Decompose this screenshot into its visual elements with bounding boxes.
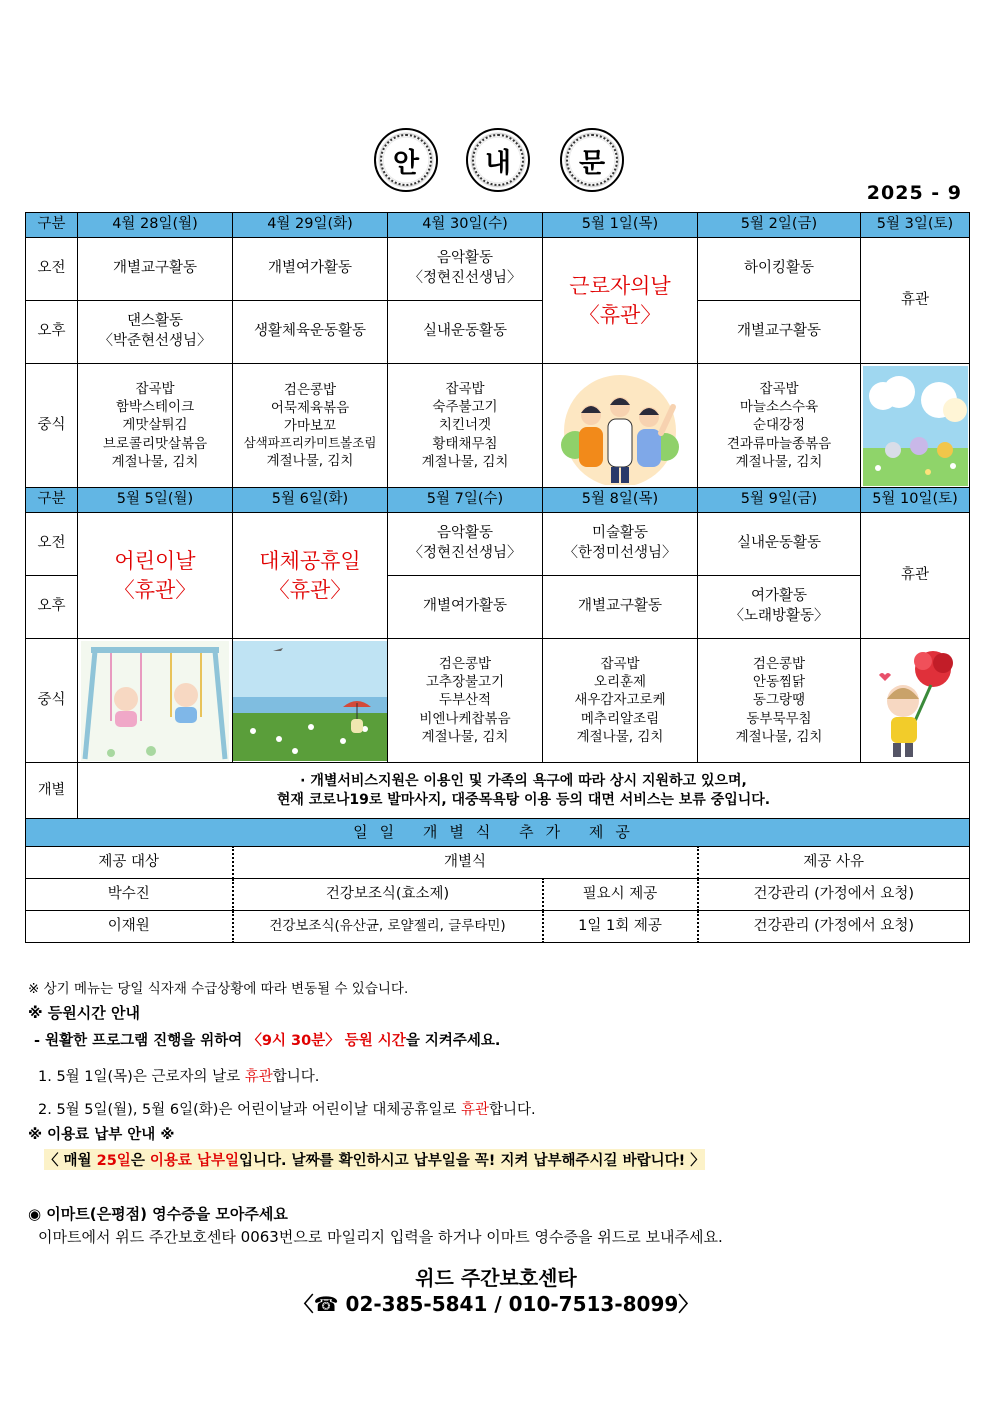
activity-cell: 개별여가활동 [388, 576, 543, 639]
menu-change-note: ※ 상기 메뉴는 당일 식자재 수급상황에 따라 변동될 수 있습니다. [28, 981, 409, 997]
header-cell: 구분 [26, 213, 78, 238]
meal-cell: 잡곡밥 마늘소스수육 순대강정 견과류마늘종볶음 계절나물, 김치 [698, 364, 861, 488]
emart-instruction: 이마트에서 위드 주간보호센타 0063번으로 마일리지 입력을 하거나 이마트 영수증을 위드로 보내주세요. [38, 1228, 723, 1246]
extra-cell-reason: 건강관리 (가정에서 요청) [698, 879, 970, 911]
header-cell: 5월 5일(월) [78, 488, 233, 513]
extra-meal-title: 일일 개별식 추가 제공 [26, 819, 970, 847]
extra-cell-frequency: 필요시 제공 [543, 879, 698, 911]
field-clouds-illustration [861, 364, 970, 488]
activity-cell: 댄스활동 〈박준현선생님〉 [78, 301, 233, 364]
extra-header-meal: 개별식 [233, 847, 698, 879]
row-label-pm: 오후 [26, 301, 78, 364]
header-cell: 구분 [26, 488, 78, 513]
arrival-title: ※ 등원시간 안내 [28, 1004, 140, 1022]
extra-cell-frequency: 1일 1회 제공 [543, 911, 698, 943]
row-label-meal: 중식 [26, 364, 78, 488]
fee-title: ※ 이용료 납부 안내 ※ [28, 1127, 175, 1143]
title-seal-an: 안 [374, 128, 438, 192]
row-label-pm: 오후 [26, 576, 78, 639]
header-cell: 5월 2일(금) [698, 213, 861, 238]
title-seal-mun: 문 [560, 128, 624, 192]
weekly-menu-table [25, 212, 970, 943]
header-cell: 5월 10일(토) [861, 488, 970, 513]
individual-service-notice: · 개별서비스지원은 이용인 및 가족의 욕구에 따라 상시 지원하고 있으며, 현재 코로나19로 발마사지, 대중목욕탕 이용 등의 대면 서비스는 보류 중입니다. [78, 763, 970, 819]
extra-header-target: 제공 대상 [26, 847, 233, 879]
swing-illustration [78, 639, 233, 763]
carnation-child-illustration [861, 639, 970, 763]
row-label-am: 오전 [26, 513, 78, 576]
header-cell: 5월 7일(수) [388, 488, 543, 513]
header-cell: 4월 29일(화) [233, 213, 388, 238]
holiday-item-1: 1. 5월 1일(목)은 근로자의 날로 휴관합니다. [38, 1069, 320, 1085]
title-seal-nae: 내 [466, 128, 530, 192]
extra-cell-meal: 건강보조식(효소제) [233, 879, 543, 911]
extra-header-reason: 제공 사유 [698, 847, 970, 879]
holiday-cell: 근로자의날 〈휴관〉 [543, 238, 698, 364]
activity-cell: 개별교구활동 [698, 301, 861, 364]
week2-header [26, 488, 970, 513]
row-label-meal: 중식 [26, 639, 78, 763]
fee-notice: 〈 매월 25일은 이용료 납부일입니다. 날짜를 확인하시고 납부일을 꼭! 지켜 납부해주시길 바랍니다! 〉 [44, 1149, 705, 1170]
closed-cell: 휴관 [861, 238, 970, 364]
holiday-cell: 대체공휴일 〈휴관〉 [233, 513, 388, 639]
meal-cell: 검은콩밥 고추장불고기 두부산적 비엔나케찹볶음 계절나물, 김치 [388, 639, 543, 763]
emart-title: ◉ 이마트(은평점) 영수증을 모아주세요 [28, 1205, 288, 1223]
activity-cell: 음악활동 〈정현진선생님〉 [388, 513, 543, 576]
header-cell: 5월 3일(토) [861, 213, 970, 238]
arrival-instruction: - 원활한 프로그램 진행을 위하여 〈9시 30분〉 등원 시간을 지켜주세요. [34, 1033, 501, 1049]
meal-cell: 검은콩밥 어묵제육볶음 가마보꼬 삼색파프리카미트볼조림 계절나물, 김치 [233, 364, 388, 488]
closed-cell: 휴관 [861, 513, 970, 639]
activity-cell: 음악활동 〈정현진선생님〉 [388, 238, 543, 301]
header-cell: 4월 30일(수) [388, 213, 543, 238]
extra-cell-reason: 건강관리 (가정에서 요청) [698, 911, 970, 943]
header-cell: 5월 1일(목) [543, 213, 698, 238]
activity-cell: 실내운동활동 [698, 513, 861, 576]
activity-cell: 개별교구활동 [543, 576, 698, 639]
extra-cell-name: 박수진 [26, 879, 233, 911]
meadow-illustration [233, 639, 388, 763]
center-name: 위드 주간보호센타 [415, 1266, 577, 1290]
table-row [26, 879, 970, 911]
table-row [26, 911, 970, 943]
holiday-item-2: 2. 5월 5일(월), 5월 6일(화)은 어린이날과 어린이날 대체공휴일로 휴관합니다. [38, 1102, 536, 1118]
meal-cell: 잡곡밥 오리훈제 새우감자고로케 메추리알조림 계절나물, 김치 [543, 639, 698, 763]
document-number: 2025 - 9 [866, 182, 962, 204]
center-phone: 〈☎ 02-385-5841 / 010-7513-8099〉 [293, 1292, 699, 1316]
header-cell: 4월 28일(월) [78, 213, 233, 238]
workers-illustration [543, 364, 698, 488]
activity-cell: 개별여가활동 [233, 238, 388, 301]
activity-cell: 하이킹활동 [698, 238, 861, 301]
meal-cell: 검은콩밥 안동찜닭 동그랑땡 동부묵무침 계절나물, 김치 [698, 639, 861, 763]
meal-cell: 잡곡밥 숙주불고기 치킨너겟 황태채무침 계절나물, 김치 [388, 364, 543, 488]
extra-cell-meal: 건강보조식(유산균, 로얄젤리, 글루타민) [233, 911, 543, 943]
activity-cell: 실내운동활동 [388, 301, 543, 364]
row-label-am: 오전 [26, 238, 78, 301]
activity-cell: 생활체육운동활동 [233, 301, 388, 364]
holiday-cell: 어린이날 〈휴관〉 [78, 513, 233, 639]
extra-cell-name: 이재원 [26, 911, 233, 943]
activity-cell: 개별교구활동 [78, 238, 233, 301]
activity-cell: 여가활동 〈노래방활동〉 [698, 576, 861, 639]
row-label-individual: 개별 [26, 763, 78, 819]
header-cell: 5월 9일(금) [698, 488, 861, 513]
header-cell: 5월 6일(화) [233, 488, 388, 513]
header-cell: 5월 8일(목) [543, 488, 698, 513]
activity-cell: 미술활동 〈한정미선생님〉 [543, 513, 698, 576]
week1-header [26, 213, 970, 238]
meal-cell: 잡곡밥 함박스테이크 게맛살튀김 브로콜리맛살볶음 계절나물, 김치 [78, 364, 233, 488]
title-seals [0, 128, 992, 192]
